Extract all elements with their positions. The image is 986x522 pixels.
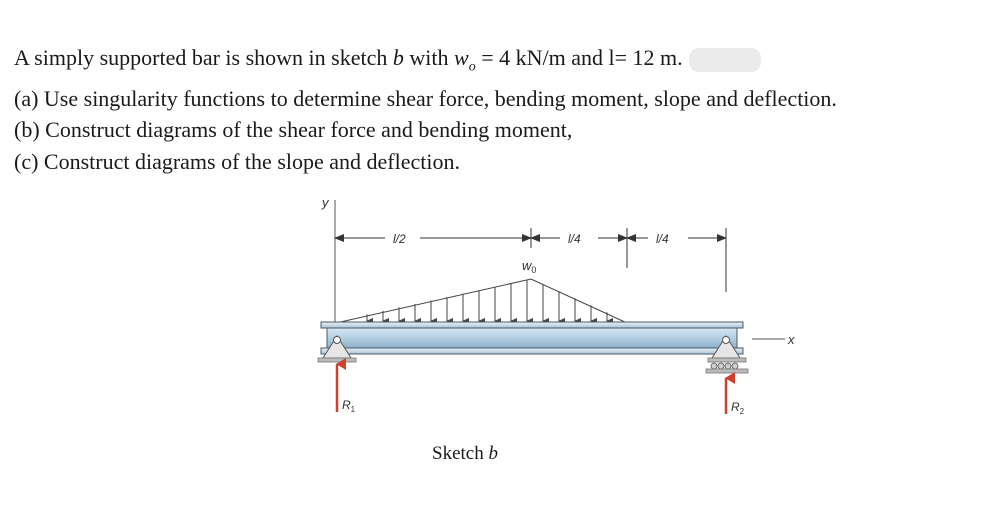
dim-label-l4-a: l/4: [568, 232, 581, 246]
dim-label-l2: l/2: [393, 232, 406, 246]
sketch-caption: Sketch b: [432, 443, 498, 464]
problem-line-3: (b) Construct diagrams of the shear force and bending moment,: [14, 117, 573, 143]
problem-line-4: (c) Construct diagrams of the slope and deflection.: [14, 148, 460, 174]
problem-line-2: (a) Use singularity functions to determine shear force, bending moment, slope and deflection.: [14, 85, 837, 111]
beam: [321, 322, 743, 354]
load-arrows: [367, 280, 607, 321]
y-axis-label: y: [322, 195, 329, 210]
problem-line-1: A simply supported bar is shown in sketch b with $w_o = 4$ kN/m and l= 12 m.: [14, 42, 837, 83]
dim-label-l4-b: l/4: [656, 232, 669, 246]
distributed-load-outline: [336, 279, 627, 323]
x-axis-label: x: [788, 332, 795, 347]
reaction-label-r2: $R_2$: [731, 400, 745, 416]
load-label: $w_0$: [522, 258, 537, 275]
reaction-label-r1: $R_1$: [342, 398, 356, 414]
